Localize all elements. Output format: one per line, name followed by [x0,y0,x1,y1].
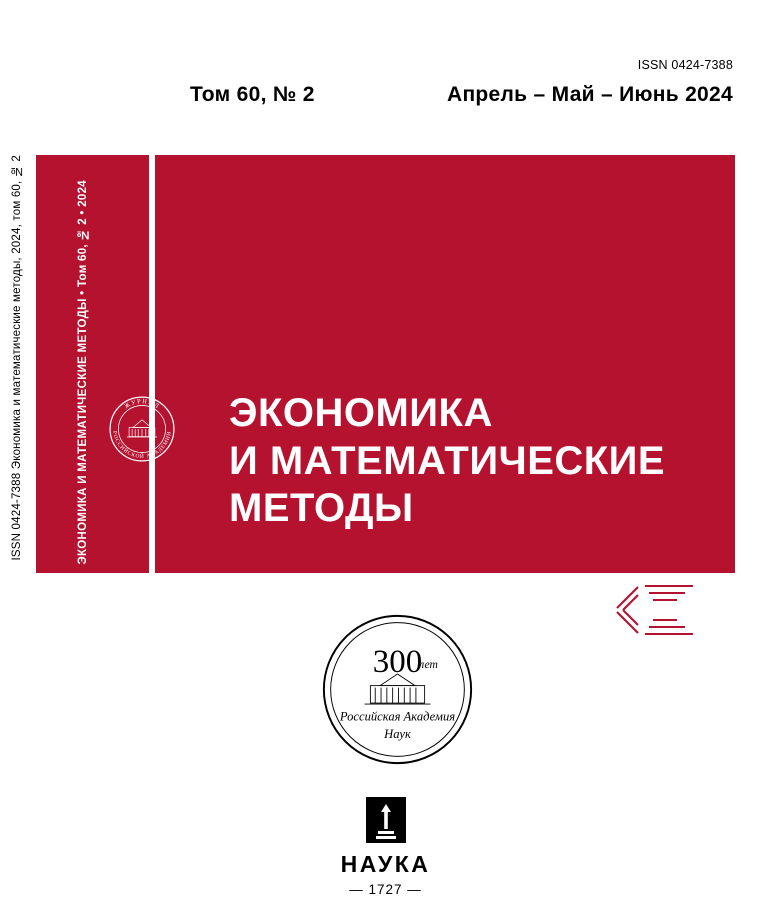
svg-text:ЖУРНАЛ: ЖУРНАЛ [123,398,161,411]
cover-panel [36,155,735,573]
svg-text:лет: лет [419,658,438,672]
svg-text:РОССИЙСКОЙ АКАДЕМИИ: РОССИЙСКОЙ АКАДЕМИИ [111,430,173,460]
spine-outer-label: ISSN 0424-7388 Экономика и математические методы, 2024, том 60, № 2 [11,155,23,561]
volume-issue-label: Том 60, № 2 [190,83,315,106]
publisher-name: НАУКА [340,851,431,877]
anniversary-seal-icon [320,612,475,767]
seal-line-1: Российская Академия [339,709,456,724]
publisher-year: — 1727 — [349,882,422,897]
cover-title [229,390,729,533]
spine-inner-label: ЭКОНОМИКА И МАТЕМАТИЧЕСКИЕ МЕТОДЫ • Том 60, № 2 • 2024 [77,180,89,565]
issn-top: ISSN 0424-7388 [637,58,733,72]
academy-emblem-icon [104,391,180,467]
cover-title-line-2: И МАТЕМАТИЧЕСКИЕ [229,438,666,483]
cover-strip-divider [149,155,155,573]
issue-dateline: Апрель – Май – Июнь 2024 [446,83,733,106]
cover-title-line-1: ЭКОНОМИКА [229,391,493,435]
svg-text:300: 300 [372,644,423,681]
spine-inner-text [72,175,94,565]
spine-outer-text [6,155,28,575]
nauka-logo-icon [364,795,408,845]
cover-title-line-3: МЕТОДЫ [229,486,414,531]
arrow-mark-icon [611,568,701,653]
seal-line-2: Наук [384,726,411,741]
publisher-block [0,795,771,897]
